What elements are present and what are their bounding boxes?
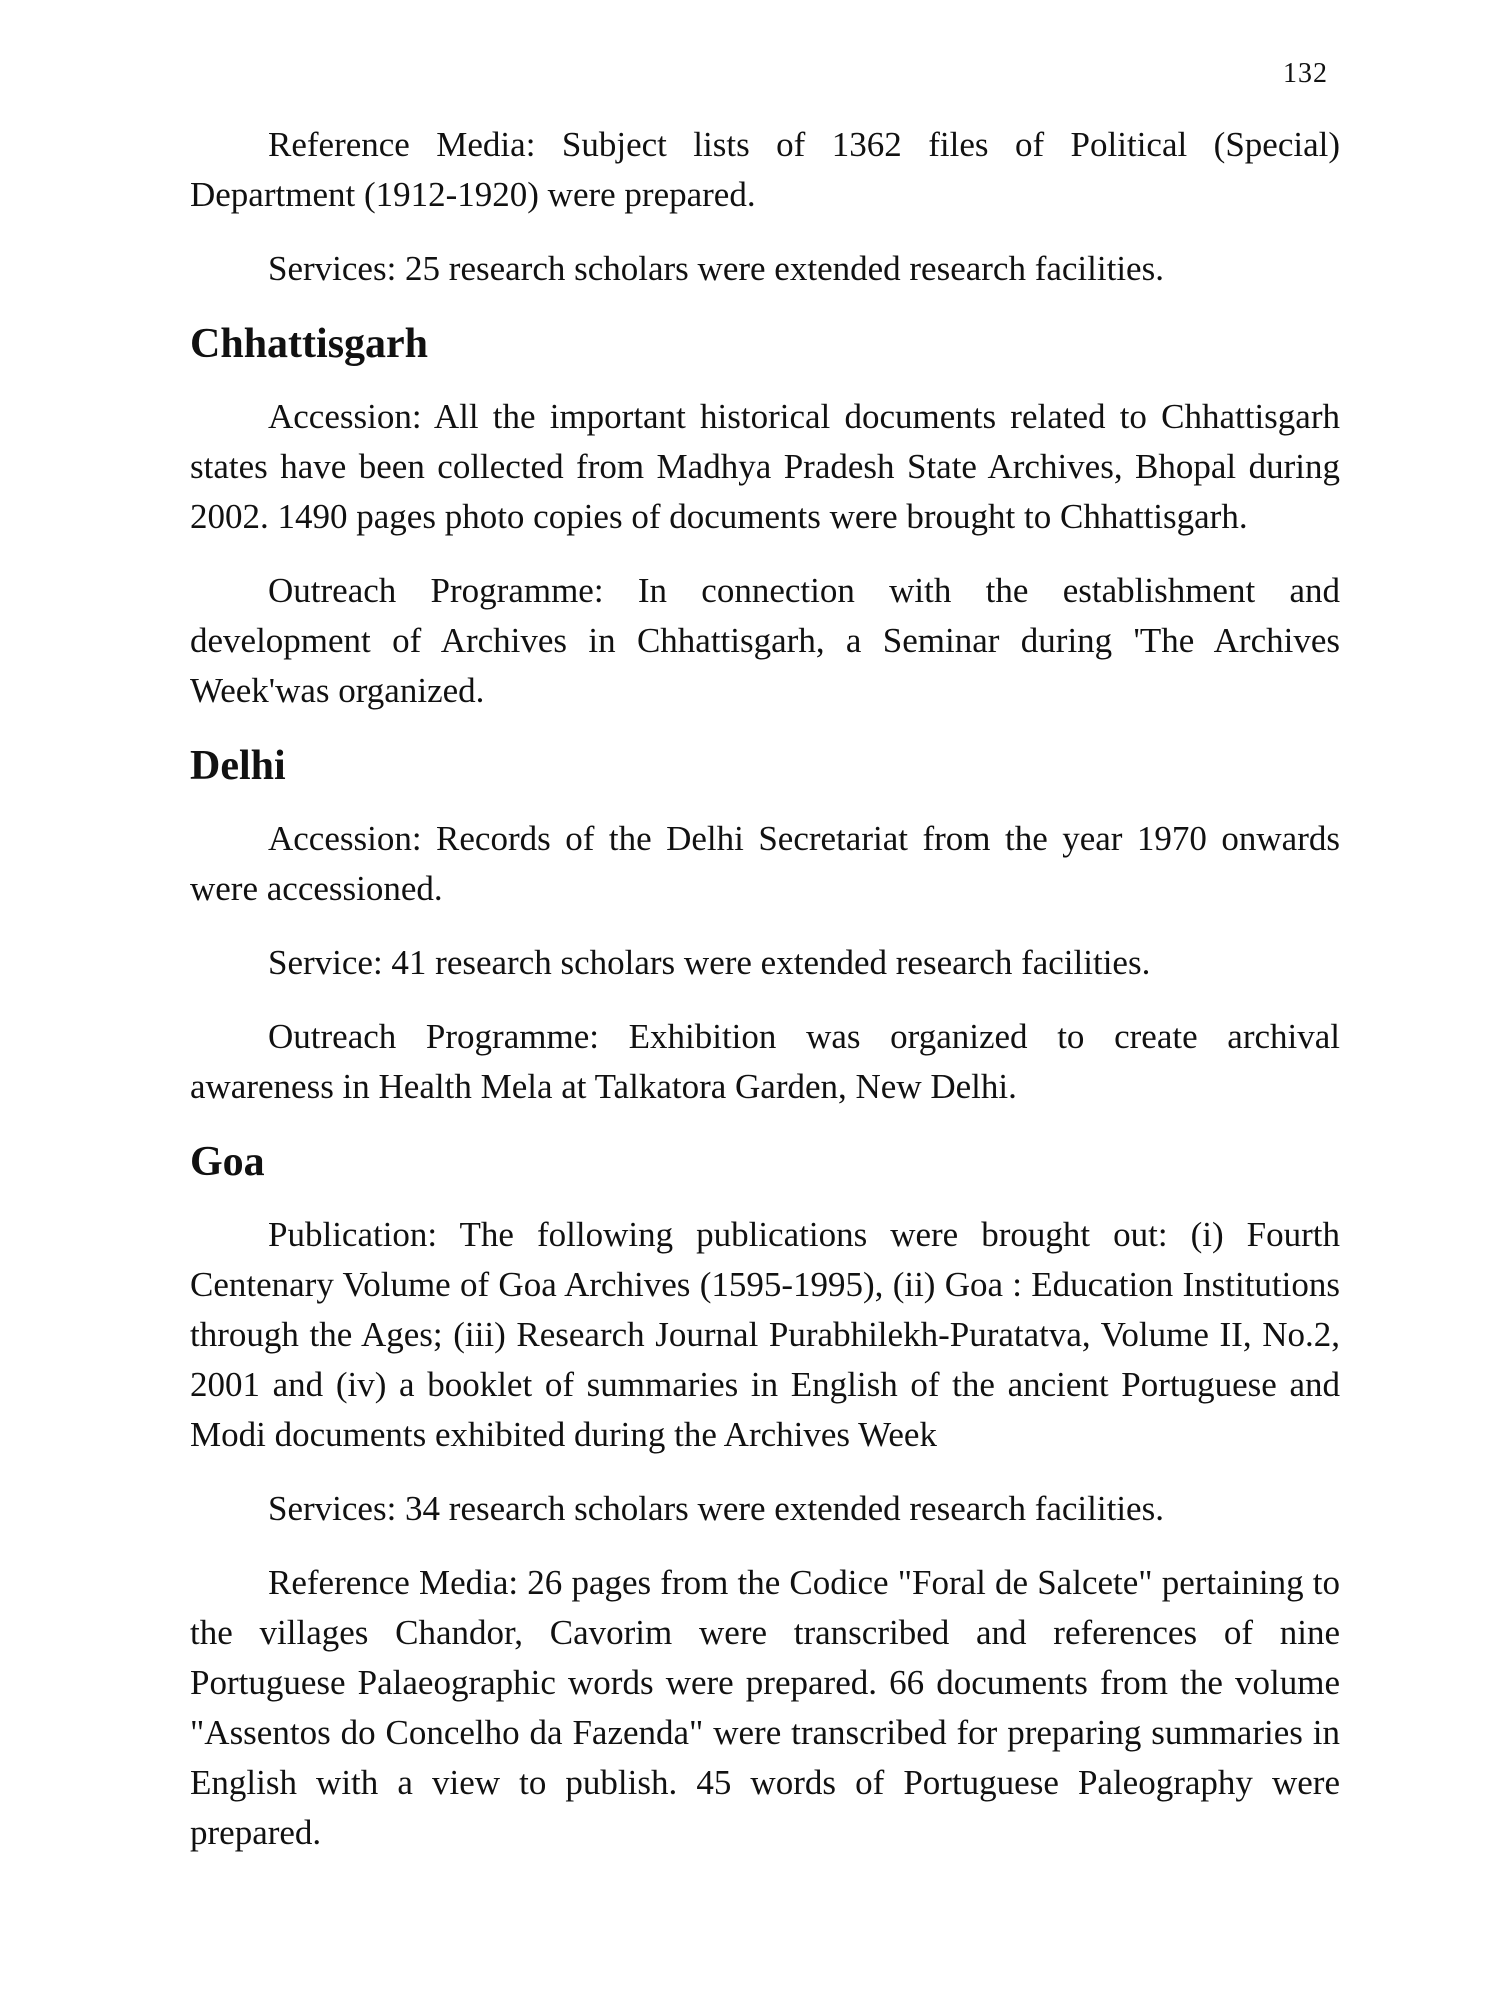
section-heading-chhattisgarh: Chhattisgarh	[190, 321, 429, 367]
paragraph-delhi-service: Service: 41 research scholars were extended research facilities.	[268, 943, 1151, 982]
paragraph-chhattisgarh-outreach: Outreach Programme: In connection with the establishment and development of Archives in Chhattisgarh, a Seminar during 'The Archives Week'was organized.	[190, 571, 1340, 710]
section-heading-delhi: Delhi	[190, 743, 286, 789]
paragraph-goa-publication: Publication: The following publications were brought out: (i) Fourth Centenary Volume of Goa Archives (1595-1995), (ii) Goa : Education Institutions through the Ages; (iii) Research Journal Purabhilekh-Puratatva, Volume II, No.2, 2001 and (iv) a booklet of summaries in English of the ancient Portuguese and Modi documents exhibited during the Archives Week	[190, 1215, 1340, 1454]
paragraph-reference-media-political: Reference Media: Subject lists of 1362 files of Political (Special) Department (1912-1920) were prepared.	[190, 125, 1340, 214]
page-body	[190, 120, 1340, 1882]
section-heading-goa: Goa	[190, 1139, 265, 1185]
paragraph-chhattisgarh-accession: Accession: All the important historical documents related to Chhattisgarh states have been collected from Madhya Pradesh State Archives, Bhopal during 2002. 1490 pages photo copies of documents were brought to Chhattisgarh.	[190, 397, 1340, 536]
paragraph-services-scholars: Services: 25 research scholars were extended research facilities.	[268, 249, 1164, 288]
paragraph-delhi-outreach: Outreach Programme: Exhibition was organized to create archival awareness in Health Mela at Talkatora Garden, New Delhi.	[190, 1017, 1340, 1106]
page-number: 132	[1283, 58, 1328, 89]
paragraph-goa-services: Services: 34 research scholars were extended research facilities.	[268, 1489, 1164, 1528]
paragraph-goa-reference-media: Reference Media: 26 pages from the Codice "Foral de Salcete" pertaining to the villages Chandor, Cavorim were transcribed and references of nine Portuguese Palaeographic words were prepared. 66 documents from the volume "Assentos do Concelho da Fazenda" were transcribed for preparing summaries in English with a view to publish. 45 words of Portuguese Paleography were prepared.	[190, 1563, 1340, 1852]
paragraph-delhi-accession: Accession: Records of the Delhi Secretariat from the year 1970 onwards were accessioned.	[190, 819, 1340, 908]
